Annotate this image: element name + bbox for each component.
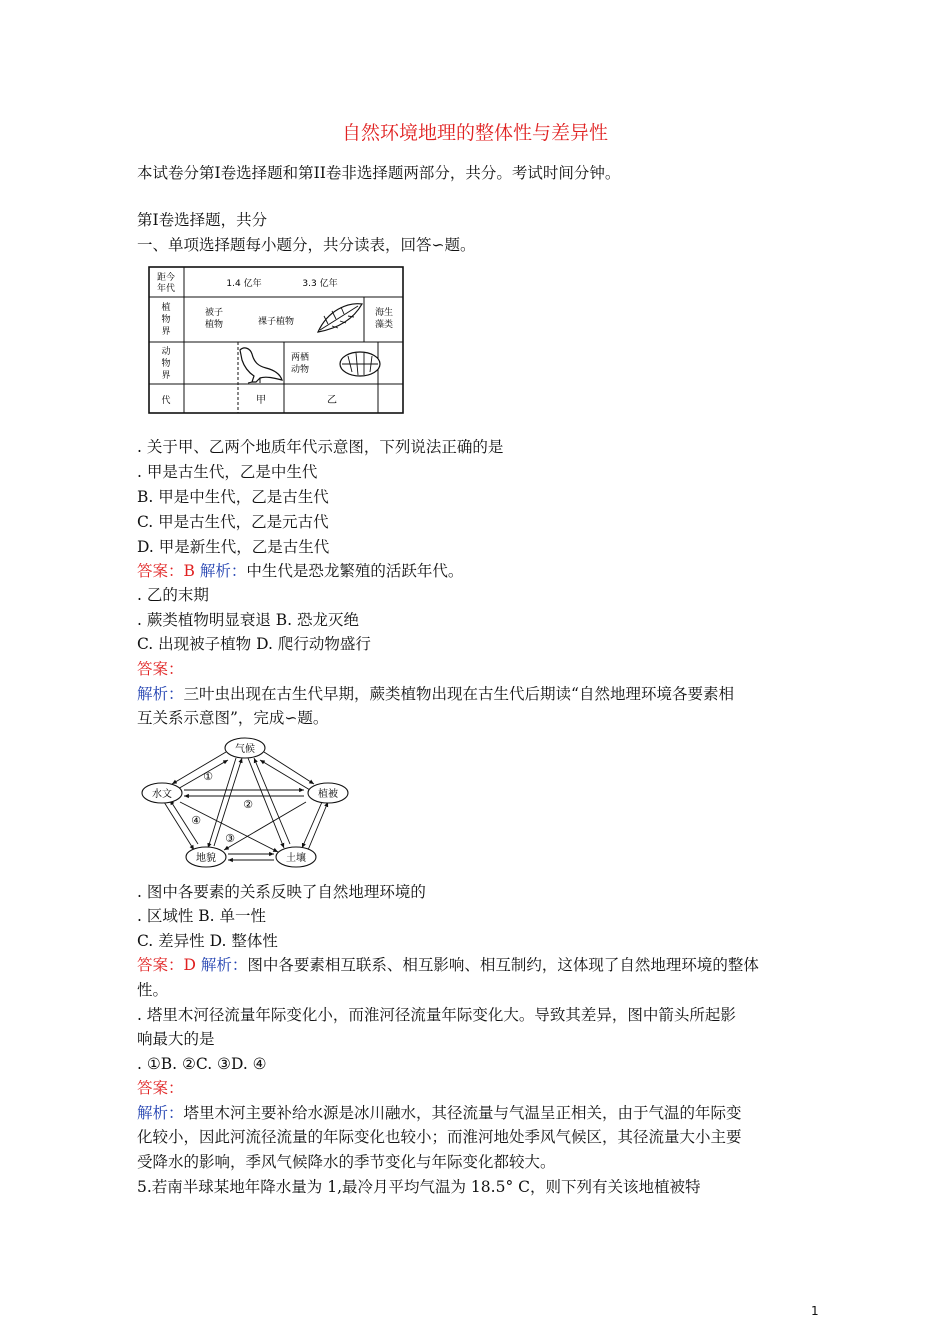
arrow-label: ①	[203, 770, 213, 783]
svg-text:界: 界	[161, 371, 171, 381]
svg-text:藻类: 藻类	[374, 320, 394, 330]
year-label: 1.4 亿年	[226, 279, 262, 289]
svg-text:气候: 气候	[235, 744, 255, 755]
page-title: 自然环境地理的整体性与差异性	[341, 122, 608, 144]
animal-amphibian: 两栖	[290, 353, 310, 363]
q4-options: . ①B. ②C. ③D. ④	[137, 1055, 267, 1073]
svg-text:物: 物	[161, 315, 171, 325]
plant-gymnosperm: 裸子植物	[257, 317, 295, 327]
arrow-label: ④	[191, 814, 201, 827]
q1-option: C. 甲是古生代，乙是元古代	[137, 513, 329, 531]
svg-text:植物: 植物	[204, 320, 224, 330]
q1-option: . 甲是古生代，乙是中生代	[137, 463, 318, 481]
q4-stem: . 塔里木河径流量年际变化小，而淮河径流量年际变化大。导致其差异，图中箭头所起影	[137, 1006, 736, 1024]
q2-options: . 蕨类植物明显衰退 B. 恐龙灭绝	[137, 611, 360, 629]
page-number: 1	[811, 1304, 819, 1318]
q3-stem: . 图中各要素的关系反映了自然地理环境的	[137, 883, 426, 901]
row-header-animals: 动	[161, 347, 171, 357]
q4-stem-continued: 响最大的是	[137, 1030, 215, 1048]
svg-text:植被: 植被	[318, 789, 338, 800]
row-header-plants: 植	[161, 303, 171, 313]
q1-stem: . 关于甲、乙两个地质年代示意图，下列说法正确的是	[137, 438, 504, 456]
part-heading: 一、单项选择题每小题分，共分读表，回答∽题。	[137, 236, 476, 254]
q2-stem: . 乙的末期	[137, 586, 209, 604]
q3-analysis-continued: 性。	[137, 981, 169, 999]
svg-text:地貌: 地貌	[196, 853, 216, 864]
geologic-era-table	[148, 266, 404, 414]
q4-analysis-continued: 化较小，因此河流径流量的年际变化也较小；而淮河地处季风气候区，其径流量大小主要	[137, 1128, 742, 1146]
q3-options: . 区域性 B. 单一性	[137, 907, 267, 925]
q4-analysis: 解析：塔里木河主要补给水源是冰川融水，其径流量与气温呈正相关，由于气温的年际变	[137, 1104, 742, 1122]
arrow-label: ②	[243, 798, 253, 811]
svg-text:土壤: 土壤	[286, 853, 306, 864]
era-yi: 乙	[327, 395, 337, 406]
arrow-label: ③	[225, 832, 235, 845]
q2-analysis-continued: 互关系示意图”，完成∽题。	[137, 709, 329, 727]
svg-text:动物: 动物	[290, 365, 310, 375]
row-header-era: 代	[161, 396, 171, 406]
q2-answer-label: 答案：	[137, 660, 184, 678]
geography-elements-diagram	[138, 736, 356, 872]
row-header-years: 距今	[156, 273, 176, 283]
q3-options: C. 差异性 D. 整体性	[137, 932, 278, 950]
q4-answer-label: 答案：	[137, 1079, 184, 1097]
svg-text:界: 界	[161, 327, 171, 337]
trilobite-icon	[340, 352, 380, 376]
era-jia: 甲	[256, 395, 266, 406]
year-label: 3.3 亿年	[302, 279, 338, 289]
svg-text:年代: 年代	[156, 284, 176, 294]
svg-text:物: 物	[161, 359, 171, 369]
q4-analysis-continued: 受降水的影响，季风气候降水的季节变化与年际变化都较大。	[137, 1153, 556, 1171]
q1-answer: 答案：B 解析：中生代是恐龙繁殖的活跃年代。	[137, 562, 464, 580]
q2-analysis: 解析：三叶虫出现在古生代早期，蕨类植物出现在古生代后期读“自然地理环境各要素相	[137, 685, 734, 703]
plant-angiosperm: 被子	[204, 308, 224, 318]
q1-option: D. 甲是新生代，乙是古生代	[137, 538, 330, 556]
q3-answer: 答案：D 解析：图中各要素相互联系、相互影响、相互制约，这体现了自然地理环境的整体	[137, 956, 759, 974]
q1-option: B. 甲是中生代，乙是古生代	[137, 488, 329, 506]
q5-stem: 5.若南半球某地年降水量为 1,最冷月平均气温为 18.5° C，则下列有关该地植被特	[137, 1178, 701, 1196]
q2-options: C. 出现被子植物 D. 爬行动物盛行	[137, 635, 371, 653]
svg-text:水文: 水文	[152, 789, 172, 800]
plant-marine-algae: 海生	[374, 308, 394, 318]
section-heading: 第Ⅰ卷选择题，共分	[137, 211, 268, 229]
intro-text: 本试卷分第Ⅰ卷选择题和第ⅠI卷非选择题两部分，共分。考试时间分钟。	[137, 164, 621, 182]
